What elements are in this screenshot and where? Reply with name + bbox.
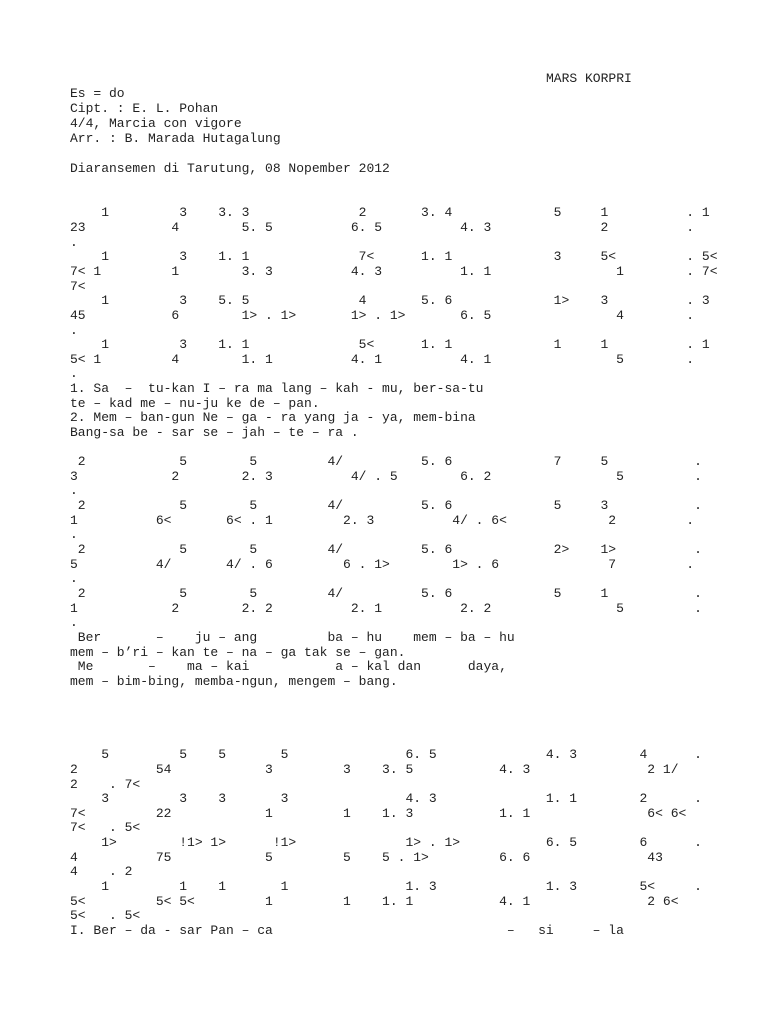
header-composer: Cipt. : E. L. Pohan — [70, 101, 219, 116]
notation-line: 1> !1> 1> !1> 1> . 1> 6. 5 6 . — [70, 835, 702, 850]
lyric-line: Me – ma – kai a – kal dan daya, — [70, 659, 507, 674]
notation-line: 1 3 5. 5 4 5. 6 1> 3 . 3 — [70, 293, 710, 308]
header-arranger: Arr. : B. Marada Hutagalung — [70, 131, 281, 146]
header-key: Es = do — [70, 86, 125, 101]
notation-line: . — [70, 323, 78, 338]
notation-line: 7< . 5< — [70, 820, 141, 835]
header-tempo: 4/4, Marcia con vigore — [70, 116, 242, 131]
lyric-line: 2. Mem – ban-gun Ne – ga - ra yang ja - ya, mem-bina — [70, 410, 476, 425]
notation-line: 2 5 5 4/ 5. 6 7 5 . — [70, 454, 702, 469]
lyric-line: mem – b’ri – kan te – na – ga tak se – gan. — [70, 645, 406, 660]
notation-line: . — [70, 483, 78, 498]
notation-line: . — [70, 571, 78, 586]
notation-line: . — [70, 527, 78, 542]
notation-line: 2 5 5 4/ 5. 6 2> 1> . — [70, 542, 702, 557]
lyric-line: I. Ber – da - sar Pan – ca – si – la — [70, 923, 624, 938]
notation-line: 1 3 3. 3 2 3. 4 5 1 . 1 — [70, 205, 710, 220]
notation-line: 2 54 3 3 3. 5 4. 3 2 1/ — [70, 762, 679, 777]
document-title: MARS KORPRI — [546, 71, 632, 86]
notation-line: 2 5 5 4/ 5. 6 5 3 . — [70, 498, 702, 513]
lyric-line: 1. Sa – tu-kan I – ra ma lang – kah - mu, ber-sa-tu — [70, 381, 484, 396]
notation-line: 1 3 1. 1 7< 1. 1 3 5< . 5< — [70, 249, 718, 264]
notation-line: 1 2 2. 2 2. 1 2. 2 5 . — [70, 601, 702, 616]
lyric-line: mem – bim-bing, memba-ngun, mengem – bang. — [70, 674, 398, 689]
notation-line: 23 4 5. 5 6. 5 4. 3 2 . — [70, 220, 695, 235]
notation-line: 3 3 3 3 4. 3 1. 1 2 . — [70, 791, 702, 806]
notation-line: . — [70, 235, 78, 250]
notation-line: 7< 22 1 1 1. 3 1. 1 6< 6< — [70, 806, 687, 821]
notation-line: 4 75 5 5 5 . 1> 6. 6 43 — [70, 850, 663, 865]
notation-line: 1 6< 6< . 1 2. 3 4/ . 6< 2 . — [70, 513, 695, 528]
notation-line: 1 3 1. 1 5< 1. 1 1 1 . 1 — [70, 337, 710, 352]
notation-line: . — [70, 366, 78, 381]
notation-line: 7< 1 1 3. 3 4. 3 1. 1 1 . 7< — [70, 264, 718, 279]
notation-line: 4 . 2 — [70, 864, 133, 879]
notation-line: 2 5 5 4/ 5. 6 5 1 . — [70, 586, 702, 601]
notation-line: 5< . 5< — [70, 908, 141, 923]
lyric-line: te – kad me – nu-ju ke de – pan. — [70, 396, 320, 411]
notation-line: 45 6 1> . 1> 1> . 1> 6. 5 4 . — [70, 308, 695, 323]
lyric-line: Bang-sa be - sar se – jah – te – ra . — [70, 425, 359, 440]
notation-line: 3 2 2. 3 4/ . 5 6. 2 5 . — [70, 469, 702, 484]
notation-line: 7< — [70, 279, 86, 294]
notation-line: 5< 1 4 1. 1 4. 1 4. 1 5 . — [70, 352, 695, 367]
lyric-line: Ber – ju – ang ba – hu mem – ba – hu — [70, 630, 515, 645]
arrangement-note: Diaransemen di Tarutung, 08 Nopember 2012 — [70, 161, 390, 176]
notation-line: 5 5 5 5 6. 5 4. 3 4 . — [70, 747, 702, 762]
notation-line: 5 4/ 4/ . 6 6 . 1> 1> . 6 7 . — [70, 557, 695, 572]
notation-line: 1 1 1 1 1. 3 1. 3 5< . — [70, 879, 702, 894]
notation-line: 2 . 7< — [70, 777, 141, 792]
notation-line: . — [70, 615, 78, 630]
notation-line: 5< 5< 5< 1 1 1. 1 4. 1 2 6< — [70, 894, 679, 909]
